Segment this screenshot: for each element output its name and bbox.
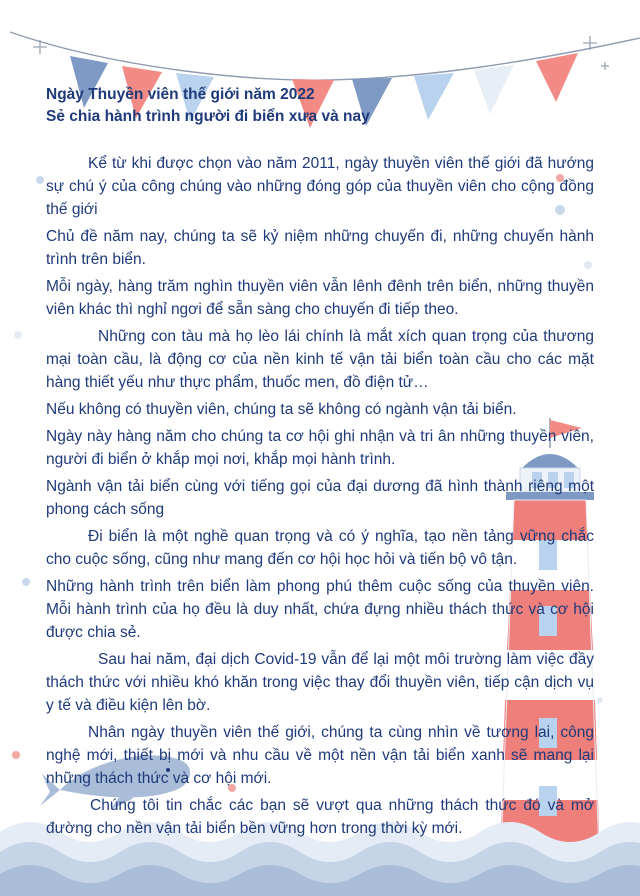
paragraph: Mỗi ngày, hàng trăm nghìn thuyền viên vẫn lênh đênh trên biển, những thuyền viên khác thì nghỉ ngơi để sẵn sàng cho chuyến đi tiếp theo. xyxy=(46,278,594,318)
paragraph: Ngành vận tải biển cùng với tiếng gọi của đại dương đã hình thành riêng một phong cách sống xyxy=(46,478,594,518)
paragraph: Những hành trình trên biển làm phong phú thêm cuộc sống của thuyền viên. Mỗi hành trình của họ đều là duy nhất, chứa đựng nhiều thách thức và cơ hội được chia sẻ. xyxy=(46,578,594,641)
paragraph: Những con tàu mà họ lèo lái chính là mắt xích quan trọng của thương mại toàn cầu, là động cơ của nền kinh tế vận tải biển toàn cầu cho các mặt hàng thiết yếu như thực phẩm, thuốc men, đồ điện tử… xyxy=(46,328,594,391)
subtitle: Sẻ chia hành trình người đi biển xưa và nay xyxy=(46,108,370,125)
paragraph: Chúng tôi tin chắc các bạn sẽ vượt qua những thách thức đó và mở đường cho nền vận tải biển bền vững hơn trong thời kỳ mới. xyxy=(46,797,594,837)
paragraph: Chủ đề năm nay, chúng ta sẽ kỷ niệm những chuyến đi, những chuyến hành trình trên biển. xyxy=(46,228,594,268)
paragraph: Nếu không có thuyền viên, chúng ta sẽ không có ngành vận tải biển. xyxy=(46,401,517,418)
page-title xyxy=(46,84,594,128)
paragraph: Ngày này hàng năm cho chúng ta cơ hội ghi nhận và tri ân những thuyền viên, người đi biển ở khắp mọi nơi, khắp mọi hành trình. xyxy=(46,428,594,468)
article xyxy=(46,84,594,844)
paragraph: Sau hai năm, đại dịch Covid-19 vẫn để lại một môi trường làm việc đầy thách thức với nhiều khó khăn trong việc thay đổi thuyền viên, tiếp cận dịch vụ y tế và điều kiện lên bờ. xyxy=(46,651,594,714)
paragraph: Nhân ngày thuyền viên thế giới, chúng ta cùng nhìn về tương lai, công nghệ mới, thiết bị mới và nhu cầu về một nền vận tải biển xanh sẽ mang lại những thách thức và cơ hội mới. xyxy=(46,724,594,787)
article-body xyxy=(46,152,594,840)
title-line-1: Ngày Thuyền viên thế giới năm 2022 xyxy=(46,86,315,103)
sparkle-icon xyxy=(33,36,609,70)
paragraph: Kể từ khi được chọn vào năm 2011, ngày thuyền viên thế giới đã hướng sự chú ý của công chúng vào những đóng góp của thuyền viên cho cộng đồng thế giới xyxy=(46,155,594,218)
paragraph: Đi biển là một nghề quan trọng và có ý nghĩa, tạo nền tảng vững chắc cho cuộc sống, cũng như mang đến cơ hội học hỏi và tiến bộ vô tận. xyxy=(46,528,594,568)
